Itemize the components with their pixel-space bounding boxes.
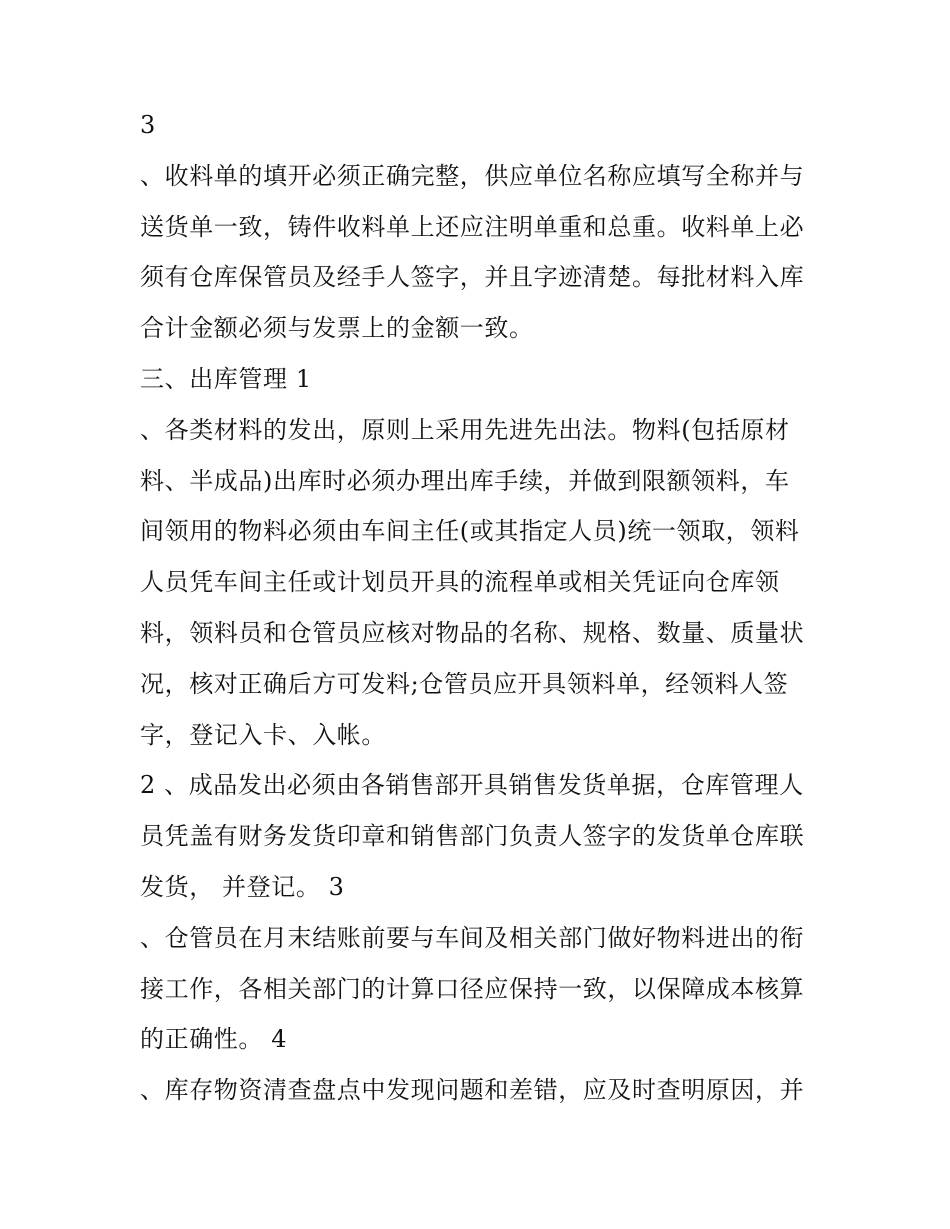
text-line: 、各类材料的发出，原则上采用先进先出法。物料(包括原材 xyxy=(140,415,790,444)
text-line: 接工作，各相关部门的计算口径应保持一致，以保障成本核算 xyxy=(140,974,805,1003)
text-line: 2 、成品发出必须由各销售部开具销售发货单据，仓库管理人 xyxy=(140,771,804,800)
text-line: 发货， 并登记。 3 xyxy=(140,872,345,901)
text-line: 人员凭车间主任或计划员开具的流程单或相关凭证向仓库领 xyxy=(140,568,780,597)
text-line: 字，登记入卡、入帐。 xyxy=(140,720,386,749)
text-line: 3 xyxy=(140,111,156,139)
document-body xyxy=(140,100,820,1116)
text-line: 员凭盖有财务发货印章和销售部门负责人签字的发货单仓库联 xyxy=(140,822,805,851)
text-line: 况，核对正确后方可发料;仓管员应开具领料单，经领料人签 xyxy=(140,669,789,698)
text-line: 料、半成品)出库时必须办理出库手续，并做到限额领料，车 xyxy=(140,466,790,495)
text-line: 间领用的物料必须由车间主任(或其指定人员)统一领取，领料 xyxy=(140,517,800,546)
text-line: 合计金额必须与发票上的金额一致。 xyxy=(140,314,534,343)
section-heading: 三、出库管理 1 xyxy=(140,364,312,393)
text-line: 、库存物资清查盘点中发现问题和差错，应及时查明原因，并 xyxy=(140,1076,805,1105)
text-line: 料，领料员和仓管员应核对物品的名称、规格、数量、质量状 xyxy=(140,618,805,647)
text-line: 、仓管员在月末结账前要与车间及相关部门做好物料进出的衔 xyxy=(140,923,805,952)
text-line: 的正确性。 4 xyxy=(140,1025,288,1054)
text-line: 送货单一致，铸件收料单上还应注明单重和总重。收料单上必 xyxy=(140,212,805,241)
text-line: 须有仓库保管员及经手人签字，并且字迹清楚。每批材料入库 xyxy=(140,263,805,292)
text-line: 、收料单的填开必须正确完整，供应单位名称应填写全称并与 xyxy=(140,161,805,190)
